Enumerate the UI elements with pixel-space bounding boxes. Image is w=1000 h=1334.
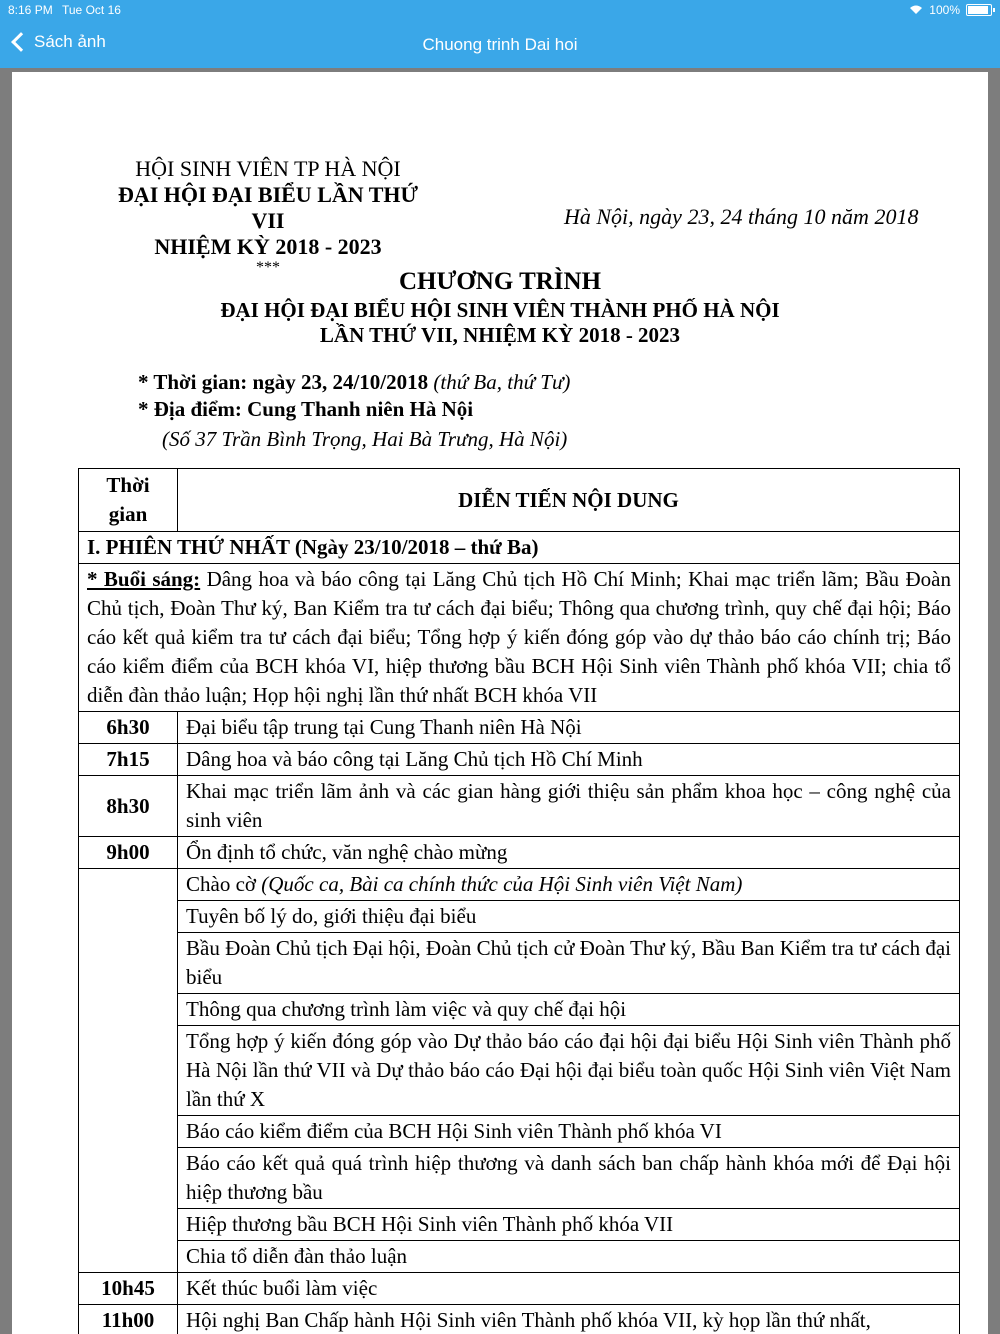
row-content: Tuyên bố lý do, giới thiệu đại biểu <box>178 901 960 933</box>
row-content: Tổng hợp ý kiến đóng góp vào Dự thảo báo cáo đại hội đại biểu Hội Sinh viên Thành phố Hà Nội lần thứ VII và Dự thảo báo cáo Đại hội đại biểu toàn quốc Hội Sinh viên Việt Nam lần thứ X <box>178 1026 960 1116</box>
table-row <box>79 901 960 933</box>
time-label: * Thời gian: ngày 23, 24/10/2018 <box>138 370 429 394</box>
document-page[interactable] <box>12 72 988 1334</box>
row-content: Chia tổ diễn đàn thảo luận <box>178 1241 960 1273</box>
battery-percent: 100% <box>929 3 960 17</box>
morning-summary <box>79 564 960 712</box>
section-row <box>79 532 960 564</box>
row-content: Đại biểu tập trung tại Cung Thanh niên Hà Nội <box>178 712 960 744</box>
row-time: 11h00 <box>79 1305 178 1334</box>
row-time: 7h15 <box>79 744 178 776</box>
flag-salute-note: (Quốc ca, Bài ca chính thức của Hội Sinh viên Việt Nam) <box>261 872 743 896</box>
back-label: Sách ảnh <box>34 32 106 51</box>
row-content: Dâng hoa và báo công tại Lăng Chủ tịch Hồ Chí Minh <box>178 744 960 776</box>
morning-text: Dâng hoa và báo công tại Lăng Chủ tịch Hồ Chí Minh; Khai mạc triển lãm; Bầu Đoàn Chủ tịch, Đoàn Thư ký, Ban Kiểm tra tư cách đại biểu; Thông qua chương trình, quy chế đại hội; Báo cáo kết quả kiểm tra tư cách đại biểu; Tổng hợp ý kiến đóng góp vào dự thảo báo cáo chính trị; Báo cáo kiểm điểm của BCH khóa VI, hiệp thương bầu BCH Hội Sinh viên Thành phố khóa VII; chia tổ diễn đàn thảo luận; Họp hội nghị lần thứ nhất BCH khóa VII <box>87 567 952 707</box>
congress-name: ĐẠI HỘI ĐẠI BIỂU LẦN THỨ VII <box>117 182 419 233</box>
row-time: 6h30 <box>79 712 178 744</box>
table-row <box>79 776 960 837</box>
row-time-empty <box>79 869 178 1273</box>
place-label: * Địa điểm: Cung Thanh niên Hà Nội <box>138 397 474 421</box>
table-row <box>79 869 960 901</box>
row-content: Hiệp thương bầu BCH Hội Sinh viên Thành phố khóa VII <box>178 1209 960 1241</box>
table-row <box>79 1026 960 1116</box>
time-note: (thứ Ba, thứ Tư) <box>433 370 571 394</box>
place-date: Hà Nội, ngày 23, 24 tháng 10 năm 2018 <box>564 204 919 229</box>
wifi-icon <box>909 5 923 15</box>
table-row <box>79 994 960 1026</box>
row-content: Hội nghị Ban Chấp hành Hội Sinh viên Thành phố khóa VII, kỳ họp lần thứ nhất, <box>178 1305 960 1334</box>
org-name: HỘI SINH VIÊN TP HÀ NỘI <box>135 156 401 181</box>
row-time: 9h00 <box>79 837 178 869</box>
row-content <box>178 869 960 901</box>
doc-title: CHƯƠNG TRÌNH <box>398 268 602 295</box>
row-content: Khai mạc triển lãm ảnh và các gian hàng giới thiệu sản phẩm khoa học – công nghệ của sinh viên <box>178 776 960 837</box>
status-date: Tue Oct 16 <box>62 3 121 17</box>
place-info <box>138 397 473 422</box>
table-row <box>79 1273 960 1305</box>
org-header <box>108 156 428 276</box>
table-row <box>79 1241 960 1273</box>
doc-subtitle-2: LẦN THỨ VII, NHIỆM KỲ 2018 - 2023 <box>319 323 681 347</box>
nav-title: Chuong trinh Dai hoi <box>422 35 578 54</box>
table-row <box>79 1209 960 1241</box>
battery-icon <box>966 4 992 16</box>
morning-label: * Buổi sáng: <box>87 567 201 591</box>
table-row <box>79 1148 960 1209</box>
row-time: 10h45 <box>79 1273 178 1305</box>
status-time: 8:16 PM <box>8 3 53 17</box>
status-bar <box>0 0 1000 22</box>
table-header <box>79 469 960 532</box>
stars: *** <box>256 259 280 276</box>
row-content: Báo cáo kiểm điểm của BCH Hội Sinh viên Thành phố khóa VI <box>178 1116 960 1148</box>
col-content-header: DIỄN TIẾN NỘI DUNG <box>178 469 960 532</box>
row-content: Bầu Đoàn Chủ tịch Đại hội, Đoàn Chủ tịch cử Đoàn Thư ký, Bầu Ban Kiểm tra tư cách đại biểu <box>178 933 960 994</box>
col-time-header: Thời gian <box>79 469 178 532</box>
row-content: Ổn định tổ chức, văn nghệ chào mừng <box>178 837 960 869</box>
address: (Số 37 Trần Bình Trọng, Hai Bà Trưng, Hà Nội) <box>162 427 568 451</box>
time-info <box>138 370 570 395</box>
program-table <box>78 468 960 1334</box>
table-row <box>79 933 960 994</box>
row-content: Báo cáo kết quả quá trình hiệp thương và danh sách ban chấp hành khóa mới để Đại hội hiệp thương bầu <box>178 1148 960 1209</box>
row-content: Thông qua chương trình làm việc và quy chế đại hội <box>178 994 960 1026</box>
table-row <box>79 712 960 744</box>
navigation-bar <box>0 22 1000 68</box>
flag-salute: Chào cờ <box>186 872 262 896</box>
doc-subtitle-1: ĐẠI HỘI ĐẠI BIỂU HỘI SINH VIÊN THÀNH PHỐ HÀ NỘI <box>220 298 780 322</box>
table-row <box>79 1116 960 1148</box>
term: NHIỆM KỲ 2018 - 2023 <box>154 234 382 259</box>
morning-summary-row <box>79 564 960 712</box>
section-title: I. PHIÊN THỨ NHẤT (Ngày 23/10/2018 – thứ Ba) <box>79 532 960 564</box>
row-content: Kết thúc buổi làm việc <box>178 1273 960 1305</box>
table-row <box>79 1305 960 1334</box>
table-row <box>79 837 960 869</box>
table-row <box>79 744 960 776</box>
row-time: 8h30 <box>79 776 178 837</box>
